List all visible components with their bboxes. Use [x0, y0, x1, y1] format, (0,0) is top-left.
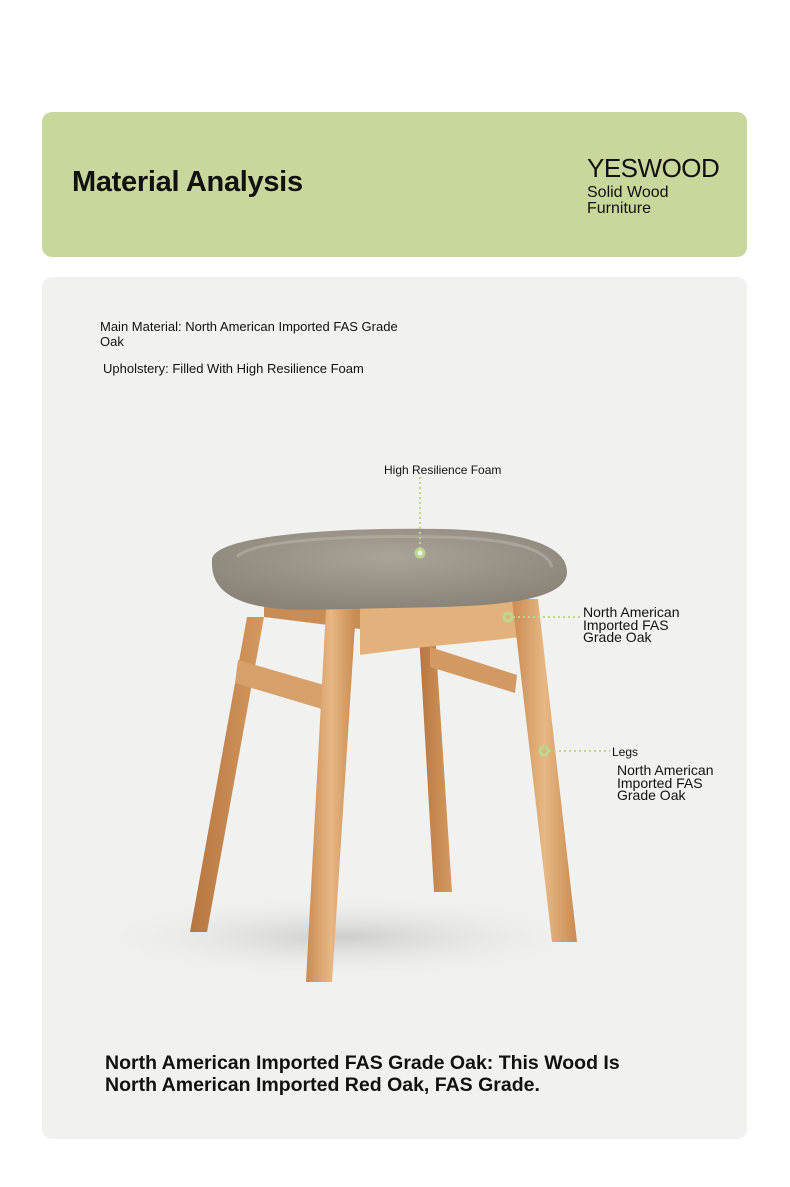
front-right-leg: [512, 599, 577, 942]
back-left-leg: [190, 617, 264, 932]
legs-callout-dot: [540, 747, 548, 755]
stool-illustration: [42, 277, 747, 1139]
frame-callout-dot: [504, 613, 512, 621]
seat-cushion: [212, 529, 567, 610]
front-apron: [360, 602, 520, 655]
header-banner: [42, 112, 747, 257]
main-material-text: Main Material: North American Imported FAS Grade Oak: [100, 319, 398, 349]
floor-shadow: [62, 892, 622, 982]
upholstery-text: Upholstery: Filled With High Resilience Foam: [103, 361, 364, 376]
brand-tagline: Solid Wood Furniture: [587, 184, 669, 217]
frame-callout-label: North American Imported FAS Grade Oak: [583, 604, 680, 645]
brand-logo-text: YESWOOD: [587, 153, 720, 183]
page-title: Material Analysis: [72, 166, 303, 198]
foam-callout-dot: [416, 549, 424, 557]
legs-callout-label: Legs: [612, 745, 639, 759]
side-stretcher-right: [430, 647, 517, 693]
foam-callout-label: High Resilience Foam: [384, 463, 502, 477]
material-description: North American Imported FAS Grade Oak: This Wood Is North American Imported Red Oak, FAS Grade.: [105, 1052, 620, 1096]
legs-material-label: North American Imported FAS Grade Oak: [617, 762, 714, 803]
material-panel: [42, 277, 747, 1139]
